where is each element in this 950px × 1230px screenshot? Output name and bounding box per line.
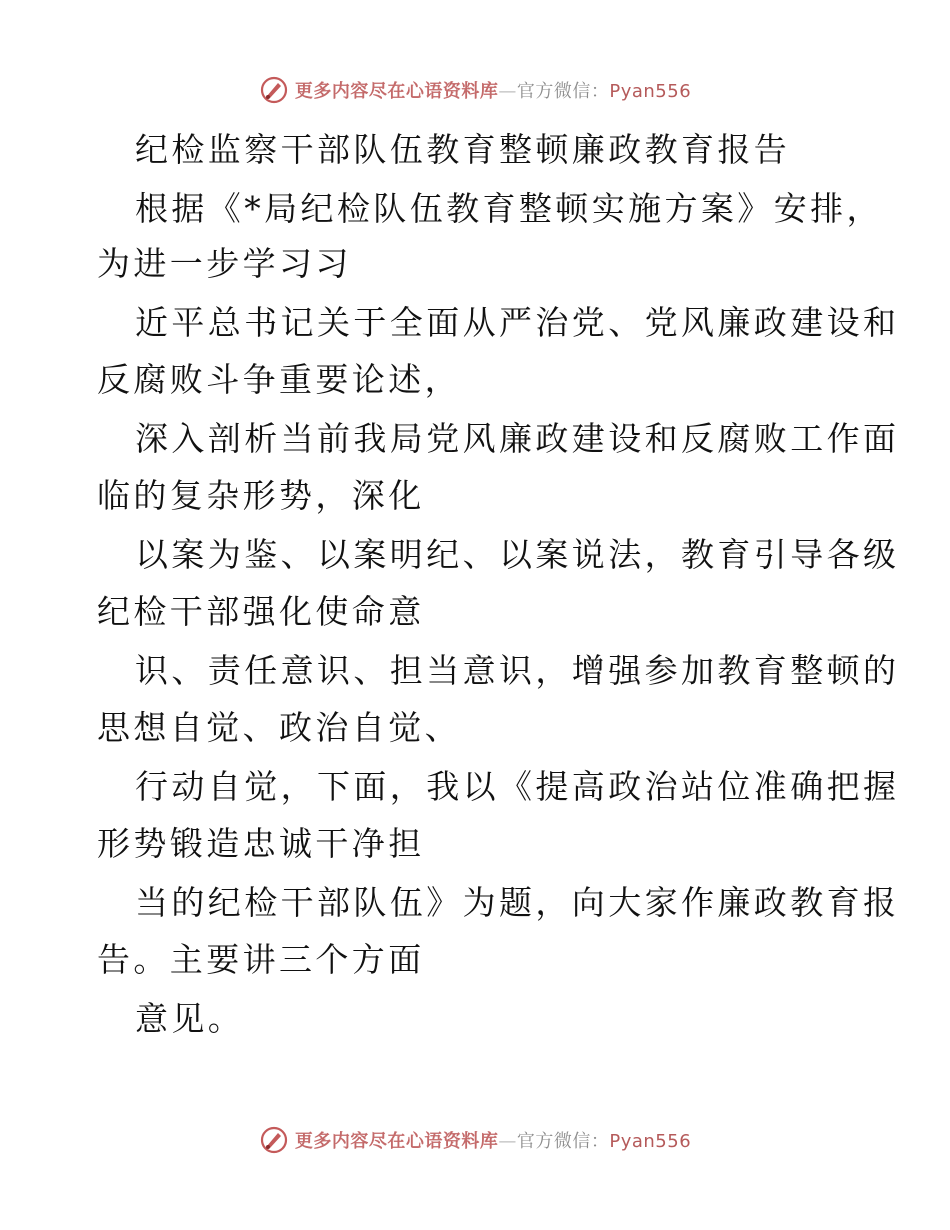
watermark-separator: — bbox=[498, 1131, 517, 1152]
footer-watermark bbox=[0, 1122, 950, 1158]
watermark-wechat-label: 官方微信： bbox=[516, 81, 610, 102]
watermark-wechat-id: Pyan556 bbox=[609, 1131, 692, 1152]
paragraph-line: 告。主要讲三个方面 bbox=[97, 940, 425, 979]
paragraph-line: 形势锻造忠诚干净担 bbox=[97, 824, 425, 863]
paragraph-line: 行动自觉，下面，我以《提高政治站位准确把握 bbox=[135, 767, 900, 806]
pen-circle-logo-icon bbox=[259, 75, 289, 105]
paragraph-line: 反腐败斗争重要论述， bbox=[97, 360, 461, 399]
paragraph-line: 当的纪检干部队伍》为题，向大家作廉政教育报 bbox=[135, 883, 900, 922]
watermark-main-text: 更多内容尽在心语资料库 bbox=[294, 81, 499, 102]
paragraph-line: 为进一步学习习 bbox=[97, 244, 352, 283]
paragraph-line: 思想自觉、政治自觉、 bbox=[97, 708, 461, 747]
header-watermark bbox=[0, 72, 950, 108]
paragraph-line: 临的复杂形势，深化 bbox=[97, 476, 425, 515]
paragraph-line: 以案为鉴、以案明纪、以案说法，教育引导各级 bbox=[135, 535, 900, 574]
paragraph-line: 深入剖析当前我局党风廉政建设和反腐败工作面 bbox=[135, 419, 900, 458]
watermark-wechat-label: 官方微信： bbox=[516, 1131, 610, 1152]
paragraph-line: 识、责任意识、担当意识，增强参加教育整顿的 bbox=[135, 651, 900, 690]
paragraph-line: 近平总书记关于全面从严治党、党风廉政建设和 bbox=[135, 303, 900, 342]
watermark-main-text: 更多内容尽在心语资料库 bbox=[294, 1131, 499, 1152]
watermark-wechat-id: Pyan556 bbox=[609, 81, 692, 102]
paragraph-line: 纪检干部强化使命意 bbox=[97, 592, 425, 631]
pen-circle-logo-icon bbox=[259, 1125, 289, 1155]
paragraph-line: 根据《*局纪检队伍教育整顿实施方案》安排， bbox=[135, 189, 883, 228]
watermark-separator: — bbox=[498, 81, 517, 102]
document-title: 纪检监察干部队伍教育整顿廉政教育报告 bbox=[135, 130, 791, 169]
paragraph-line: 意见。 bbox=[135, 999, 245, 1038]
